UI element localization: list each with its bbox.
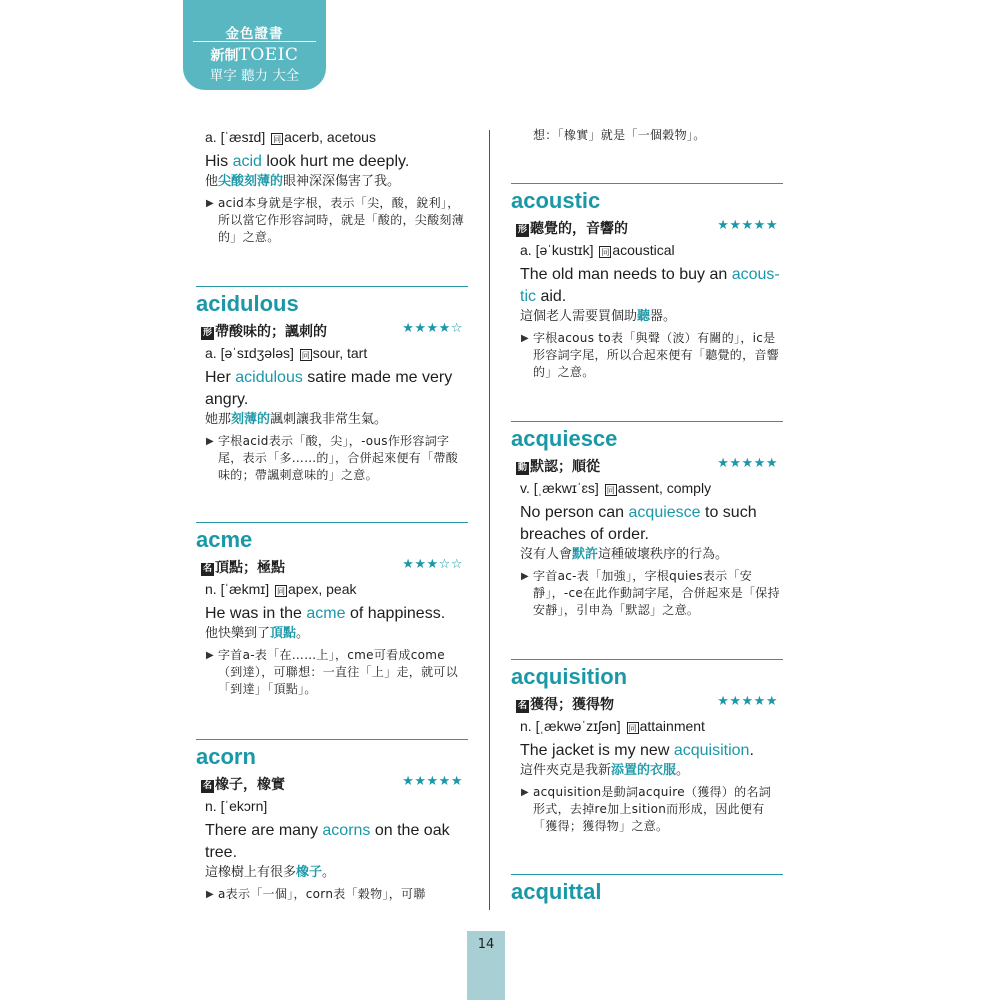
synonyms: sour, tart (312, 345, 368, 361)
meaning-row (516, 456, 783, 478)
example-text: aid. (536, 288, 567, 305)
meaning: 默認；順從 (530, 459, 600, 475)
synonyms: apex, peak (288, 581, 357, 597)
example-highlight: acquiesce (628, 504, 701, 521)
example-text: There are many (205, 822, 323, 839)
example-text: He was in the (205, 605, 307, 622)
synonym-icon: 同 (277, 587, 285, 596)
etymology-note (206, 195, 468, 246)
example-text: satire made me very angry. (205, 369, 453, 408)
phonetic (520, 240, 783, 260)
translation-text: 眼神深深傷害了我。 (283, 174, 401, 189)
example-text: . (749, 742, 754, 759)
pos-icon: 名 (202, 564, 212, 574)
example-highlight: acous-tic (520, 266, 780, 305)
translation-highlight: 頂點 (270, 626, 297, 641)
headword: acoustic (511, 188, 601, 213)
translation-highlight: 聽 (637, 309, 651, 324)
book-title-tab (183, 0, 326, 90)
example-text: The old man needs to buy an (520, 266, 732, 283)
translation-text: 。 (322, 865, 336, 880)
example-translation (205, 173, 468, 191)
headword: acme (196, 527, 253, 552)
translation-highlight: 刻薄的 (231, 412, 271, 427)
entry-acme (196, 522, 468, 698)
phonetic (205, 127, 468, 147)
etymology-note (206, 886, 468, 903)
translation-highlight: 尖酸刻薄的 (218, 174, 284, 189)
phonetic-text: n. [ˈækmɪ] (205, 581, 273, 597)
entry-acid-continued (196, 127, 468, 246)
note-text: a表示「一個」，corn表「穀物」，可聯 (218, 887, 426, 901)
phonetic-text: a. [əˈkustɪk] (520, 242, 598, 258)
example-text: on the oak tree. (205, 822, 450, 861)
synonym-icon: 同 (606, 486, 615, 495)
headword: acorn (196, 744, 256, 769)
etymology-note (521, 784, 783, 835)
title-brand: TOEIC (238, 45, 299, 65)
entry-acoustic (511, 183, 783, 381)
translation-text: 他 (205, 174, 219, 189)
note-arrow-icon: ▶ (206, 198, 214, 209)
example-text: No person can (520, 504, 629, 521)
example-translation (520, 546, 783, 564)
headword: acidulous (196, 291, 299, 316)
entry-acorn-continued (511, 127, 783, 144)
entry-acquisition (511, 659, 783, 835)
note-text: 字首a-表「在……上」，cme可看成come（到達），可聯想：一直往「上」走，就可以「到達」「頂點」。 (218, 648, 459, 696)
example-translation (205, 864, 468, 882)
example-highlight: acidulous (235, 369, 303, 386)
meaning: 帶酸味的；諷刺的 (215, 324, 327, 340)
meaning-row (516, 694, 783, 716)
note-text: 字首ac-表「加強」，字根quies表示「安靜」，-ce在此作動詞字尾，合併起來是「保持安靜」，引申為「默認」之意。 (533, 569, 780, 617)
entry-acorn (196, 739, 468, 903)
example-highlight: acid (232, 153, 262, 170)
frequency-stars: ★★★☆☆ (402, 557, 463, 572)
phonetic (520, 478, 783, 498)
pos-icon: 名 (202, 781, 212, 791)
example-text: His (205, 153, 233, 170)
meaning-row (201, 321, 468, 343)
example-sentence (520, 740, 783, 762)
note-arrow-icon: ▶ (206, 436, 214, 447)
headword: acquiesce (511, 426, 618, 451)
translation-text: 這橡樹上有很多 (205, 865, 297, 880)
entry-acquittal (511, 874, 783, 905)
synonyms: acerb, acetous (284, 129, 376, 145)
translation-text: 諷刺讓我非常生氣。 (270, 412, 388, 427)
example-text: to such breaches of order. (520, 504, 757, 543)
translation-text: 器。 (650, 309, 677, 324)
translation-highlight: 橡子 (296, 865, 323, 880)
phonetic-text: a. [əˈsɪdʒələs] (205, 345, 298, 361)
example-sentence (205, 820, 468, 864)
note-text: acquisition是動詞acquire（獲得）的名詞形式，去掉re加上sition而形成，因此便有「獲得；獲得物」之意。 (533, 785, 772, 833)
page-number-tab (467, 931, 505, 1000)
example-sentence (520, 502, 783, 546)
frequency-stars: ★★★★★ (717, 218, 778, 233)
note-arrow-icon: ▶ (521, 787, 529, 798)
book-title (183, 45, 326, 65)
example-translation (205, 411, 468, 429)
translation-text: 沒有人會 (520, 547, 573, 562)
note-arrow-icon: ▶ (521, 571, 529, 582)
phonetic (205, 579, 468, 599)
etymology-note (206, 647, 468, 698)
entry-rule (196, 739, 468, 740)
phonetic (205, 343, 468, 363)
entry-rule (196, 522, 468, 523)
pos-icon: 動 (517, 463, 527, 473)
tab-divider (193, 41, 316, 42)
example-text: of happiness. (345, 605, 446, 622)
series-name: 金色證書 (225, 26, 284, 42)
entry-acidulous (196, 286, 468, 484)
synonyms: attainment (639, 718, 705, 734)
title-prefix: 新制 (210, 48, 239, 64)
example-sentence (520, 264, 783, 308)
translation-text: 這件夾克是我新 (520, 763, 612, 778)
phonetic: n. [ˈekɔrn] (205, 798, 268, 814)
translation-highlight: 默許 (572, 547, 599, 562)
synonym-icon: 同 (273, 135, 282, 144)
entry-acquiesce (511, 421, 783, 619)
example-translation (520, 762, 783, 780)
meaning: 聽覺的，音響的 (530, 221, 628, 237)
phonetic (520, 716, 783, 736)
etymology-note (521, 330, 783, 381)
entry-rule (196, 286, 468, 287)
column-divider (489, 130, 490, 910)
phonetic-text: a. [ˈæsɪd] (205, 129, 270, 145)
note-text: 字根acous to表「與聲（波）有關的」，ic是形容詞字尾，所以合起來便有「聽覺的，音響的」之意。 (533, 331, 780, 379)
etymology-note (206, 433, 468, 484)
note-arrow-icon: ▶ (206, 650, 214, 661)
headword: acquittal (511, 879, 602, 904)
etymology-note: 想：「橡實」就是「一個穀物」。 (533, 128, 706, 142)
frequency-stars: ★★★★★ (717, 694, 778, 709)
note-arrow-icon: ▶ (206, 889, 214, 900)
page-number: 14 (477, 937, 495, 952)
phonetic-text: v. [ˌækwɪˈɛs] (520, 480, 603, 496)
translation-text: 這個老人需要買個助 (520, 309, 638, 324)
example-sentence (205, 151, 468, 173)
example-highlight: acorns (322, 822, 371, 839)
book-subtitle: 單字 聽力 大全 (209, 68, 300, 84)
synonyms: assent, comply (617, 480, 712, 496)
example-translation (205, 625, 468, 643)
entry-rule (511, 659, 783, 660)
note-arrow-icon: ▶ (521, 333, 529, 344)
translation-highlight: 添置的衣服 (611, 763, 677, 778)
frequency-stars: ★★★★☆ (402, 321, 463, 336)
meaning-row (516, 218, 783, 240)
translation-text: 。 (676, 763, 690, 778)
translation-text: 。 (296, 626, 310, 641)
meaning-row (201, 557, 468, 579)
pos-icon: 形 (202, 328, 212, 338)
meaning-row (201, 774, 468, 796)
example-highlight: acquisition (673, 742, 750, 759)
entry-rule (511, 421, 783, 422)
note-text: 字根acid表示「酸，尖」，-ous作形容詞字尾，表示「多……的」，合併起來便有「帶酸味的；帶諷刺意味的」之意。 (218, 434, 459, 482)
synonyms: acoustical (612, 242, 675, 258)
example-highlight: acme (306, 605, 346, 622)
pos-icon: 名 (517, 701, 527, 711)
frequency-stars: ★★★★★ (717, 456, 778, 471)
meaning: 橡子，橡實 (215, 777, 285, 793)
example-sentence (205, 367, 468, 411)
synonym-icon: 同 (601, 248, 610, 257)
meaning: 獲得；獲得物 (530, 697, 614, 713)
example-text: Her (205, 369, 236, 386)
translation-text: 這種破壞秩序的行為。 (598, 547, 729, 562)
entry-rule (511, 183, 783, 184)
frequency-stars: ★★★★★ (402, 774, 463, 789)
meaning: 頂點；極點 (215, 560, 285, 576)
translation-text: 他快樂到了 (205, 626, 271, 641)
etymology-note (521, 568, 783, 619)
example-translation (520, 308, 783, 326)
synonym-icon: 同 (301, 351, 310, 360)
pos-icon: 形 (517, 225, 527, 235)
translation-text: 她那 (205, 412, 232, 427)
phonetic-text: n. [ˌækwəˈzɪʃən] (520, 718, 625, 734)
entry-rule (511, 874, 783, 875)
note-text: acid本身就是字根，表示「尖，酸，銳利」，所以當它作形容詞時，就是「酸的，尖酸刻薄的」之意。 (218, 196, 465, 244)
headword: acquisition (511, 664, 628, 689)
example-sentence (205, 603, 468, 625)
synonym-icon: 同 (628, 724, 637, 733)
example-text: The jacket is my new (520, 742, 674, 759)
example-text: look hurt me deeply. (261, 153, 410, 170)
